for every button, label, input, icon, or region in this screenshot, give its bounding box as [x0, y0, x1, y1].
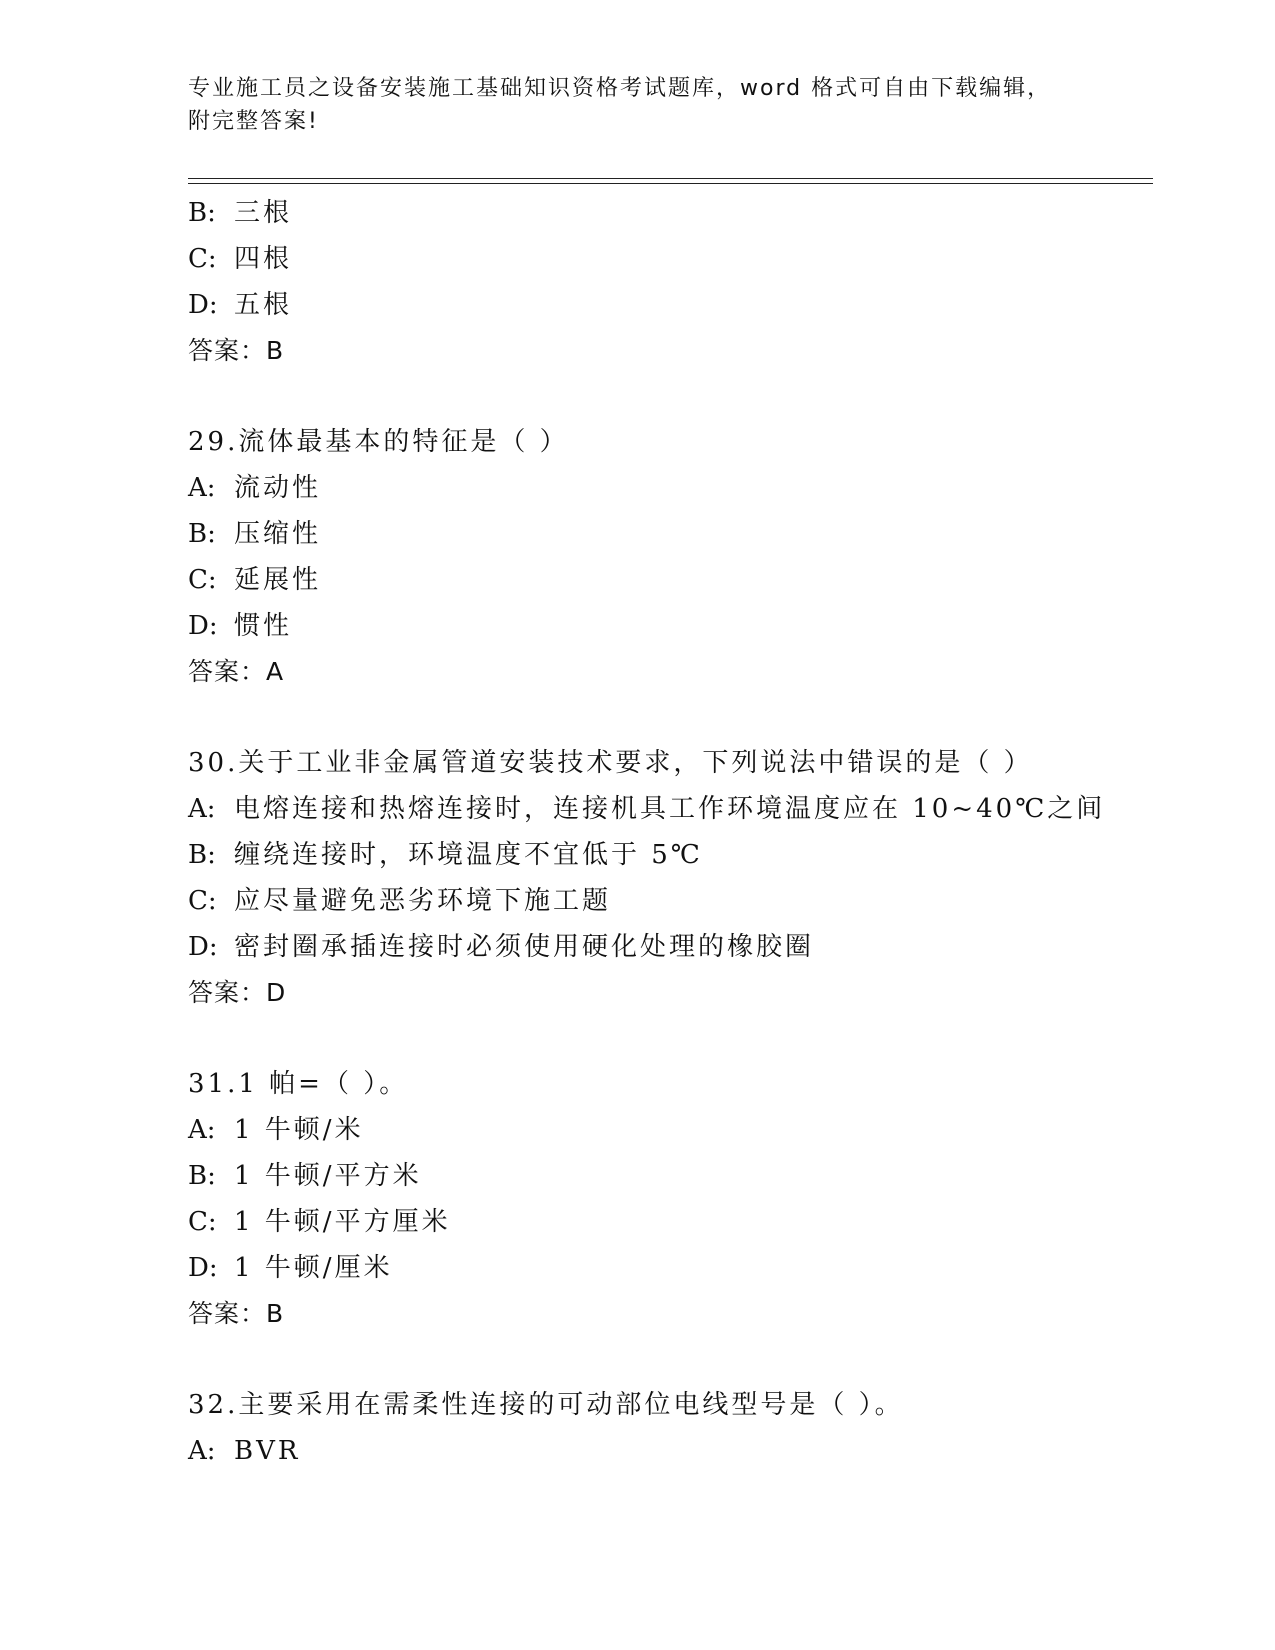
question-stem: 29.流体最基本的特征是（ ）: [188, 427, 569, 457]
document-header: [188, 72, 1088, 138]
answer: 答案：A: [188, 657, 285, 686]
question-29: [188, 419, 1148, 695]
answer: 答案：D: [188, 978, 287, 1007]
option-d: D: 密封圈承插连接时必须使用硬化处理的橡胶圈: [188, 932, 815, 962]
option-a: A: 1 牛顿/米: [188, 1115, 364, 1145]
header-divider-top: [188, 178, 1153, 179]
option-b: B: 三根: [188, 198, 293, 228]
header-line-1: 专业施工员之设备安装施工基础知识资格考试题库，word 格式可自由下载编辑，: [188, 76, 1052, 101]
question-stem: 32.主要采用在需柔性连接的可动部位电线型号是（ ）。: [188, 1390, 904, 1420]
answer: 答案：B: [188, 1299, 285, 1328]
question-stem: 30.关于工业非金属管道安装技术要求，下列说法中错误的是（ ）: [188, 748, 1033, 778]
question-30: [188, 740, 1148, 1016]
option-a: A: BVR: [188, 1436, 301, 1466]
option-a: A: 流动性: [188, 473, 322, 503]
option-c: C: 应尽量避免恶劣环境下施工题: [188, 886, 612, 916]
option-c: C: 延展性: [188, 565, 322, 595]
option-c: C: 1 牛顿/平方厘米: [188, 1207, 451, 1237]
option-c: C: 四根: [188, 244, 293, 274]
question-stem: 31.1 帕=（ ）。: [188, 1069, 409, 1099]
question-31: [188, 1061, 1148, 1337]
question-list: [188, 190, 1148, 1474]
header-line-2: 附完整答案!: [188, 109, 319, 134]
answer: 答案：B: [188, 336, 285, 365]
option-d: D: 惯性: [188, 611, 293, 641]
header-divider-bottom: [188, 183, 1153, 184]
option-b: B: 1 牛顿/平方米: [188, 1161, 422, 1191]
option-d: D: 1 牛顿/厘米: [188, 1253, 393, 1283]
option-b: B: 缠绕连接时，环境温度不宜低于 5℃: [188, 840, 703, 870]
option-d: D: 五根: [188, 290, 293, 320]
option-a: A: 电熔连接和热熔连接时，连接机具工作环境温度应在 10~40℃之间: [188, 794, 1106, 824]
option-b: B: 压缩性: [188, 519, 322, 549]
question-32: [188, 1382, 1148, 1474]
question-28-continuation: [188, 190, 1148, 374]
